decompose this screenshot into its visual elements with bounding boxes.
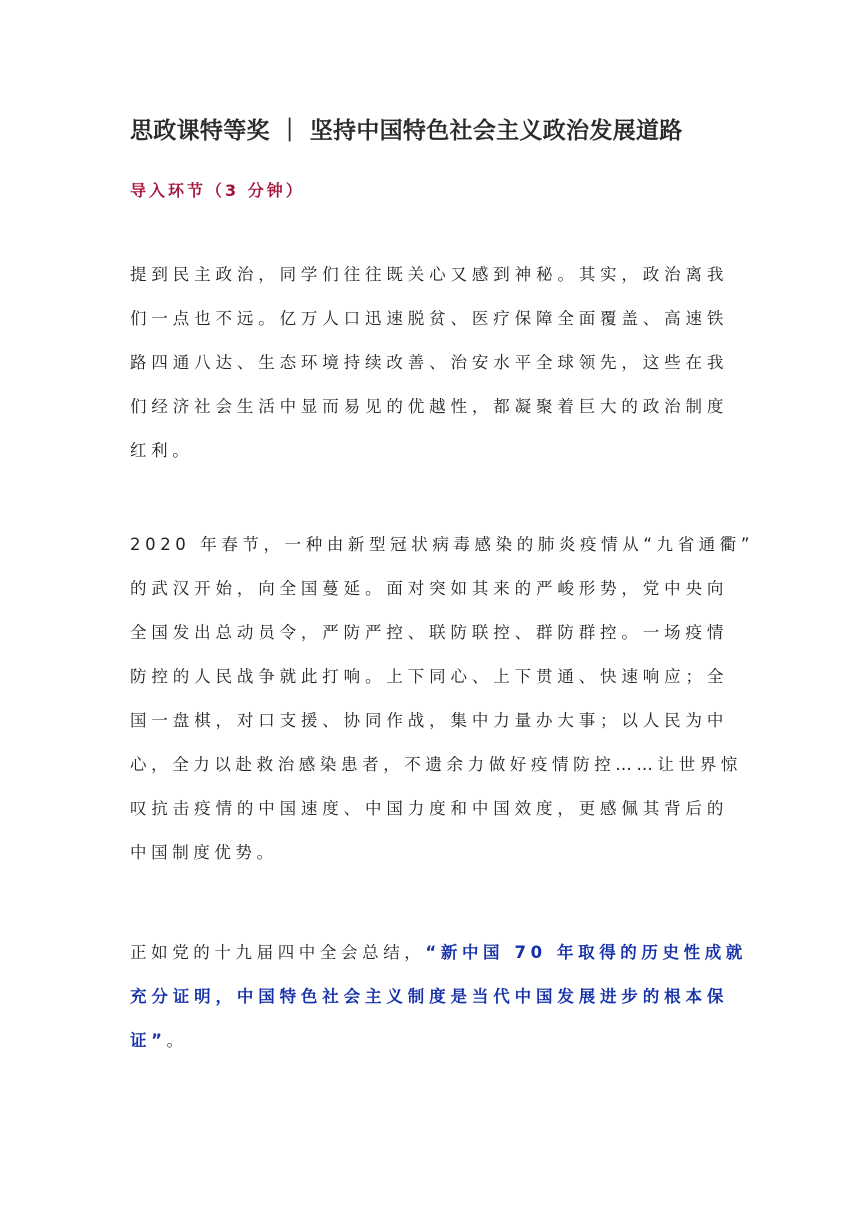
highlighted-quote: 充分证明，中国特色社会主义制度是当代中国发展进步的根本保 (130, 987, 728, 1006)
quote-end-punctuation: 。 (166, 1031, 188, 1050)
paragraph-line (130, 1019, 728, 1063)
paragraph-line: 叹抗击疫情的中国速度、中国力度和中国效度，更感佩其背后的 (130, 799, 728, 818)
highlighted-quote: “新中国 70 年取得的历史性成就 (425, 943, 747, 962)
paragraph-line: 防控的人民战争就此打响。上下同心、上下贯通、快速响应；全 (130, 667, 728, 686)
paragraph-line: 红利。 (130, 441, 194, 460)
paragraph-line: 中国制度优势。 (130, 843, 278, 862)
quote-lead-in: 正如党的十九届四中全会总结， (130, 943, 426, 962)
paragraph-line: 心，全力以赴救治感染患者，不遗余力做好疫情防控……让世界惊 (130, 755, 742, 774)
section-heading: 导入环节（3 分钟） (130, 181, 305, 200)
paragraph-line: 路四通八达、生态环境持续改善、治安水平全球领先，这些在我 (130, 353, 728, 372)
paragraph-line: 们一点也不远。亿万人口迅速脱贫、医疗保障全面覆盖、高速铁 (130, 309, 728, 328)
page-title: 思政课特等奖 ｜ 坚持中国特色社会主义政治发展道路 (130, 118, 683, 144)
paragraph-line: 2020 年春节，一种由新型冠状病毒感染的肺炎疫情从“九省通衢” (130, 535, 755, 554)
paragraph-epidemic (130, 523, 755, 875)
paragraph-conclusion (130, 931, 747, 1063)
paragraph-line (130, 931, 747, 975)
paragraph-line: 们经济社会生活中显而易见的优越性，都凝聚着巨大的政治制度 (130, 397, 728, 416)
paragraph-line: 国一盘棋，对口支援、协同作战，集中力量办大事；以人民为中 (130, 711, 728, 730)
paragraph-line: 全国发出总动员令，严防严控、联防联控、群防群控。一场疫情 (130, 623, 728, 642)
highlighted-quote: 证” (130, 1031, 167, 1050)
paragraph-line: 提到民主政治，同学们往往既关心又感到神秘。其实，政治离我 (130, 265, 728, 284)
paragraph-line: 的武汉开始，向全国蔓延。面对突如其来的严峻形势，党中央向 (130, 579, 728, 598)
paragraph-intro (130, 253, 728, 473)
